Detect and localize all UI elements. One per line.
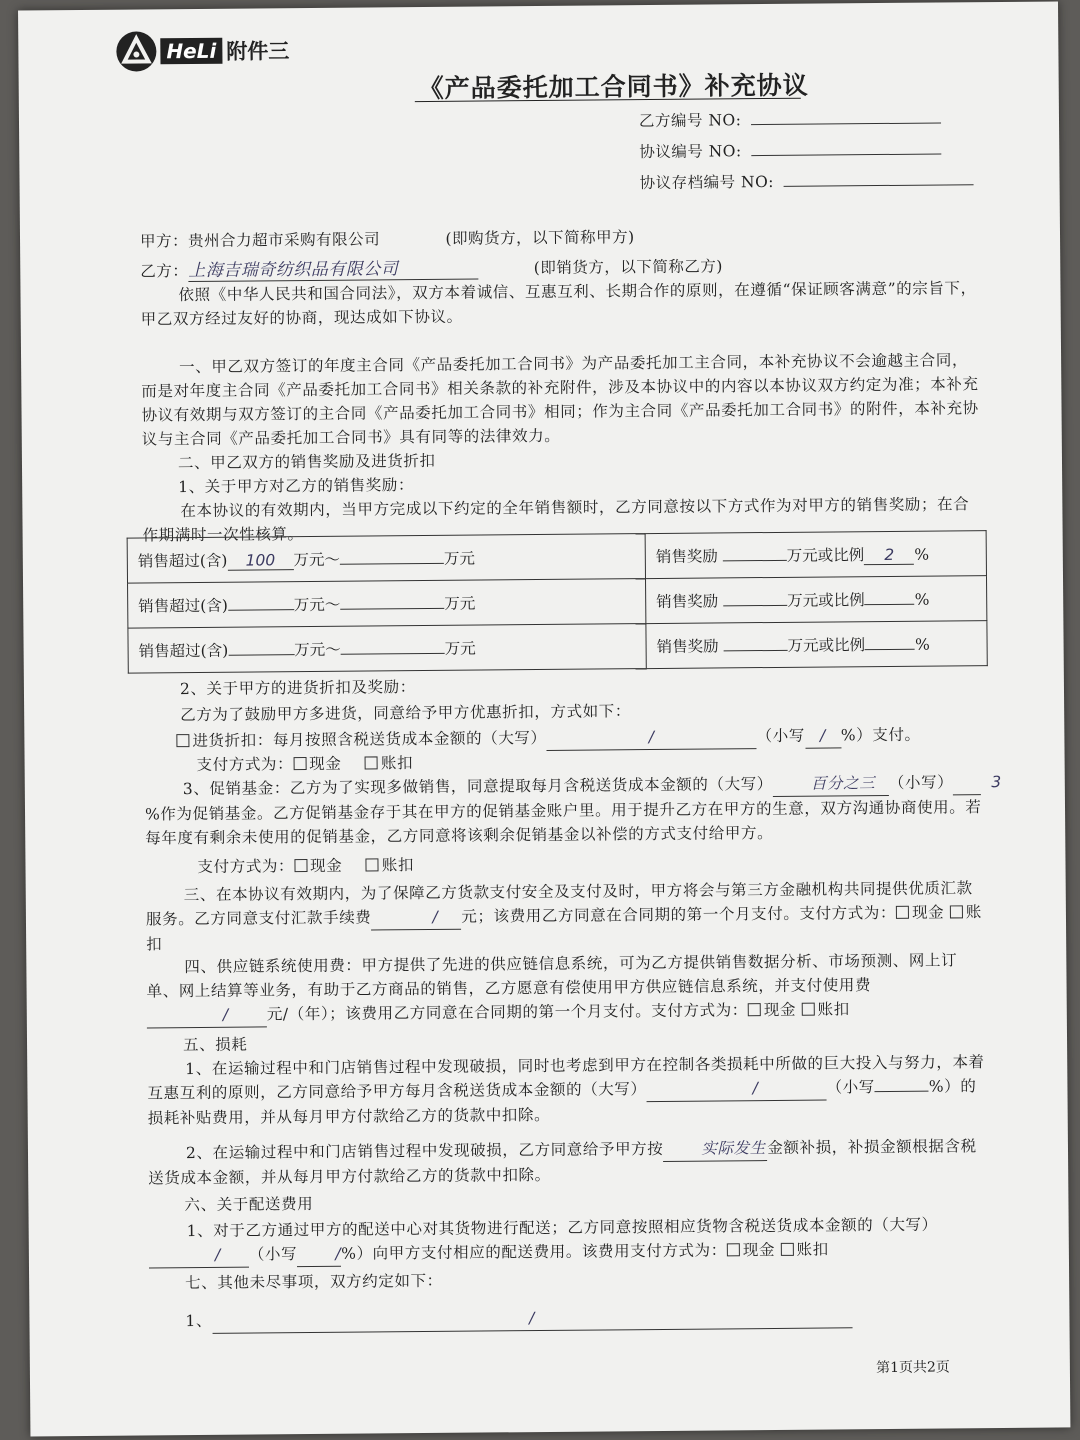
table-row bbox=[128, 576, 987, 628]
section-6-title: 六、关于配送费用 bbox=[184, 1195, 314, 1215]
section-2-3-paragraph: 3、促销基金：乙方为了实现多做销售，同意提取每月含税送货成本金额的（大写） 百分之三 （小写） 3%作为促销基金。乙方促销基金存于其在甲方的促销基金账户里。用于提升乙方在甲方的生意，双方沟通协商使用。若每年度有剩余未使用的促销基金，乙方同意将该剩余促销基金以补偿的方式支付给甲方。 bbox=[145, 770, 986, 850]
section-2-2-text: 乙方为了鼓励甲方多进货，同意给予甲方优惠折扣，方式如下： bbox=[180, 702, 632, 725]
sales-reward-table bbox=[127, 530, 988, 673]
reward-range-cell: 销售超过(含) 100 万元～ 万元 bbox=[127, 534, 645, 584]
reward-amount-cell: 销售奖励 万元或比例 % bbox=[646, 621, 987, 669]
party-b-number: 乙方编号 NO: bbox=[639, 108, 942, 131]
deduct-checkbox[interactable] bbox=[802, 1003, 815, 1016]
promo-payment-method: 支付方式为： 现金 账扣 bbox=[197, 856, 415, 877]
cash-checkbox[interactable] bbox=[748, 1003, 761, 1016]
section-5-1-paragraph: 1、在运输过程中和门店销售过程中发现破损，同时也考虑到甲方在控制各类损耗中所做的巨大投入与努力，本着互惠互利的原则，乙方同意给予甲方每月含税送货成本金额的（大写） / （小写 %）的损耗补贴费用，并从每月甲方付款给乙方的货款中扣除。 bbox=[147, 1053, 985, 1128]
table-row bbox=[128, 621, 987, 673]
cash-checkbox[interactable] bbox=[896, 906, 909, 919]
section-7-item-1: 1、 / bbox=[185, 1303, 852, 1334]
logo-emblem-icon bbox=[116, 31, 156, 71]
page-number: 第1页共2页 bbox=[876, 1359, 950, 1377]
section-4-paragraph: 四、供应链系统使用费：甲方提供了先进的供应链信息系统，可为乙方提供销售数据分析、市场预测、网上订单、网上结算等业务，有助于乙方商品的销售，乙方愿意有偿使用甲方供应链信息系统，并支付使用费/ 元/（年）；该费用乙方同意在合同期的第一个月支付。支付方式为： 现金 账扣 bbox=[146, 948, 987, 1028]
reward-range-cell: 销售超过(含) 万元～ 万元 bbox=[128, 579, 646, 629]
document-page bbox=[18, 1, 1070, 1436]
intro-paragraph: 依照《中华人民共和国合同法》，双方本着诚信、互惠互利、长期合作的原则，在遵循“保证顾客满意”的宗旨下，甲乙双方经过友好的协商，现达成如下协议。 bbox=[140, 279, 977, 329]
section-6-1-paragraph: 1、对于乙方通过甲方的配送中心对其货物进行配送；乙方同意按照相应货物含税送货成本金额的（大写）/ （小写 /%）向甲方支付相应的配送费用。该费用支付方式为： 现金 账扣 bbox=[149, 1212, 989, 1268]
logo-wordmark: HeLi bbox=[160, 38, 222, 65]
cash-checkbox[interactable] bbox=[727, 1243, 740, 1256]
deduct-checkbox[interactable] bbox=[366, 858, 379, 871]
heli-logo bbox=[116, 30, 289, 72]
annex-label: 附件三 bbox=[226, 38, 290, 64]
section-5-title: 五、损耗 bbox=[182, 1035, 248, 1055]
party-b-line: 乙方：上海吉瑞奇纺织品有限公司 (即销货方，以下简称乙方) bbox=[140, 257, 723, 282]
discount-checkbox[interactable] bbox=[176, 734, 189, 747]
section-2-title: 二、甲乙双方的销售奖励及进货折扣 bbox=[177, 451, 436, 473]
deduct-checkbox[interactable] bbox=[950, 905, 963, 918]
party-a-line: 甲方：贵州合力超市采购有限公司 (即购货方，以下简称甲方) bbox=[139, 228, 635, 251]
discount-line: 进货折扣：每月按照含税送货成本金额的（大写） / （小写 / %）支付。 bbox=[176, 723, 920, 754]
section-1-paragraph: 一、甲乙双方签订的年度主合同《产品委托加工合同书》为产品委托加工主合同，本补充协议不会逾越主合同，而是对年度主合同《产品委托加工合同书》相关条款的补充附件，涉及本协议中的内容以本协议双方约定为准；本补充协议有效期与双方签订的主合同《产品委托加工合同书》相同；作为主合同《产品委托加工合同书》的附件，本补充协议与主合同《产品委托加工合同书》具有同等的法律效力。 bbox=[141, 351, 979, 449]
cash-checkbox[interactable] bbox=[293, 757, 306, 770]
section-7-title: 七、其他未尽事项，双方约定如下： bbox=[185, 1271, 443, 1293]
cash-checkbox[interactable] bbox=[294, 859, 307, 872]
section-2-1-text: 在本协议的有效期内，当甲方完成以下约定的全年销售额时，乙方同意按以下方式作为对甲方的销售奖励；在合作期满时一次性核算。 bbox=[142, 495, 970, 545]
section-2-2-title: 2、关于甲方的进货折扣及奖励： bbox=[179, 678, 416, 699]
section-3-paragraph: 三、在本协议有效期内，为了保障乙方货款支付安全及支付及时，甲方将会与第三方金融机构共同提供优质汇款服务。乙方同意支付汇款手续费 / 元；该费用乙方同意在合同期的第一个月支付。支付方式为： 现金 账扣 bbox=[145, 879, 982, 954]
discount-payment-method: 支付方式为： 现金 账扣 bbox=[196, 754, 414, 775]
reward-range-cell: 销售超过(含) 万元～ 万元 bbox=[128, 624, 646, 674]
document-title: 《产品委托加工合同书》补充协议 bbox=[418, 70, 809, 104]
reward-amount-cell: 销售奖励 万元或比例 2 % bbox=[645, 531, 986, 579]
agreement-number: 协议编号 NO: bbox=[639, 139, 942, 162]
deduct-checkbox[interactable] bbox=[365, 756, 378, 769]
table-row bbox=[127, 531, 986, 583]
deduct-checkbox[interactable] bbox=[780, 1243, 793, 1256]
reward-amount-cell: 销售奖励 万元或比例 % bbox=[646, 576, 987, 624]
archive-number: 协议存档编号 NO: bbox=[639, 170, 974, 193]
section-2-1-title: 1、关于甲方对乙方的销售奖励： bbox=[178, 476, 415, 497]
section-5-2-paragraph: 2、在运输过程中和门店销售过程中发现破损，乙方同意给予甲方按 实际发生金额补损，补损金额根据含税送货成本金额，并从每月甲方付款给乙方的货款中扣除。 bbox=[148, 1137, 977, 1188]
